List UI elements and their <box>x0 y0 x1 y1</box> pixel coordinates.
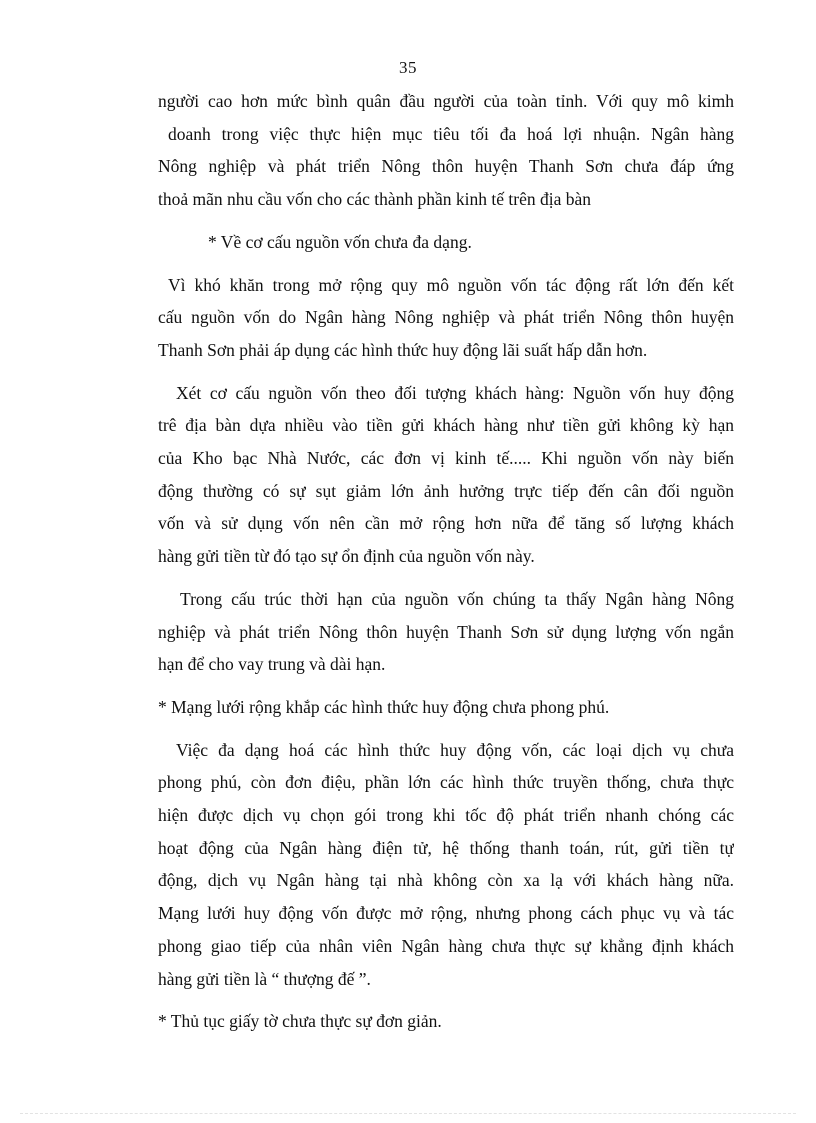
text-line: động thường có sự sụt giảm lớn ảnh hưởng trực tiếp đến cân đối nguồn <box>158 480 734 501</box>
text-line: hàng gửi tiền là “ thượng đế ”. <box>158 968 371 989</box>
text-line: của Kho bạc Nhà Nước, các đơn vị kinh tế..... Khi nguồn vốn này biến <box>158 448 734 469</box>
text-line: Mạng lưới huy động vốn được mở rộng, nhưng phong cách phục vụ và tác <box>158 903 734 924</box>
bullet-heading-procedures <box>158 1005 734 1038</box>
paragraph-continuation <box>158 85 734 216</box>
text-line: trê địa bàn dựa nhiều vào tiền gửi khách hàng như tiền gửi không kỳ hạn <box>158 415 734 436</box>
bullet-heading-capital-structure <box>158 226 734 259</box>
text-line: nghiệp và phát triển Nông thôn huyện Thanh Sơn sử dụng lượng vốn ngắn <box>158 621 734 642</box>
text-line: vốn và sử dụng vốn nên cần mở rộng hơn nữa để tăng số lượng khách <box>158 513 734 534</box>
text-line: Xét cơ cấu nguồn vốn theo đối tượng khách hàng: Nguồn vốn huy động <box>176 382 734 403</box>
text-line: Việc đa dạng hoá các hình thức huy động vốn, các loại dịch vụ chưa <box>176 739 734 760</box>
paragraph-diversification <box>158 734 734 996</box>
paragraph-capital-difficulty <box>158 269 734 367</box>
text-line: * Thủ tục giấy tờ chưa thực sự đơn giản. <box>158 1011 442 1032</box>
page-bottom-divider <box>20 1113 796 1114</box>
text-line: doanh trong việc thực hiện mục tiêu tối đa hoá lợi nhuận. Ngân hàng <box>168 123 734 144</box>
text-line: Nông nghiệp và phát triển Nông thôn huyện Thanh Sơn chưa đáp ứng <box>158 156 734 177</box>
text-line: * Về cơ cấu nguồn vốn chưa đa dạng. <box>208 231 472 252</box>
text-line: hàng gửi tiền từ đó tạo sự ổn định của nguồn vốn này. <box>158 546 535 567</box>
text-line: hiện được dịch vụ chọn gói trong khi tốc độ phát triển nhanh chóng các <box>158 805 734 826</box>
text-line: cấu nguồn vốn do Ngân hàng Nông nghiệp và phát triển Nông thôn huyện <box>158 307 734 328</box>
text-line: người cao hơn mức bình quân đầu người của toàn tỉnh. Với quy mô kimh <box>158 91 734 111</box>
text-line: Vì khó khăn trong mở rộng quy mô nguồn vốn tác động rất lớn đến kết <box>168 274 734 295</box>
text-line: phong phú, còn đơn điệu, phần lớn các hình thức truyền thống, chưa thực <box>158 772 734 793</box>
bullet-heading-network <box>158 691 734 724</box>
body-text <box>158 85 734 1038</box>
text-line: phong giao tiếp của nhân viên Ngân hàng chưa thực sự khẳng định khách <box>158 935 734 956</box>
text-line: thoả mãn nhu cầu vốn cho các thành phần kinh tế trên địa bàn <box>158 189 591 210</box>
text-line: Thanh Sơn phải áp dụng các hình thức huy động lãi suất hấp dẫn hơn. <box>158 339 648 360</box>
text-line: động, dịch vụ Ngân hàng tại nhà không còn xa lạ với khách hàng nữa. <box>158 870 734 891</box>
text-line: hạn để cho vay trung và dài hạn. <box>158 654 386 675</box>
text-line: Trong cấu trúc thời hạn của nguồn vốn chúng ta thấy Ngân hàng Nông <box>180 588 734 609</box>
page-number: 35 <box>399 58 417 77</box>
text-line: * Mạng lưới rộng khắp các hình thức huy động chưa phong phú. <box>158 696 610 717</box>
paragraph-customer-structure <box>158 377 734 573</box>
paragraph-term-structure <box>158 583 734 681</box>
text-line: hoạt động của Ngân hàng điện tử, hệ thống thanh toán, rút, gửi tiền tự <box>158 837 734 858</box>
